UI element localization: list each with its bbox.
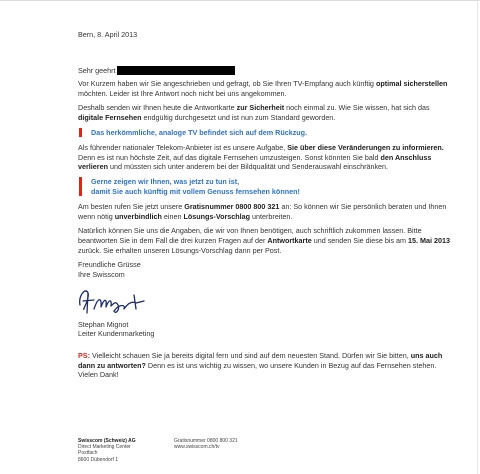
footer-company: Swisscom (Schweiz) AG — [78, 438, 136, 444]
text-run: Als führender nationaler Telekom-Anbieter ist es unsere Aufgabe, — [78, 143, 288, 153]
footer-address — [78, 438, 174, 463]
callout-bar — [79, 128, 82, 138]
text-run: zurück. Sie erhalten unseren Lösungs-Vorschlag dann per Post. — [78, 245, 282, 255]
footer-box: Postfach — [78, 450, 98, 457]
signer — [78, 320, 450, 339]
signature-image — [74, 281, 154, 317]
footer-dept: Direct Marketing Center — [78, 444, 131, 451]
text-run: und senden Sie diese bis am — [311, 235, 409, 245]
text-run: endgültig durchgesetzt und ist nun zum Standard geworden. — [141, 112, 336, 122]
footer-web[interactable]: www.swisscom.ch/tv — [174, 444, 220, 451]
closing — [78, 260, 450, 279]
text-run: Denn es ist uns wichtig zu wissen, wo unsere Kunden in Bezug auf das Fernsehen stehen. Vielen Dank! — [78, 360, 437, 380]
text-run: Deshalb senden wir Ihnen heute die Antwortkarte — [78, 103, 237, 113]
text-run: Denn es ist nun höchste Zeit, auf das digitale Fernsehen umzusteigen. Sonst könnten Sie bald — [78, 152, 381, 162]
signer-title: Leiter Kundenmarketing — [78, 329, 155, 339]
text-run: Am besten rufen Sie jetzt unsere — [78, 202, 185, 212]
text-run: unterbreiten. — [250, 211, 293, 221]
emphasis-text: Antwortkarte — [267, 235, 312, 245]
postscript — [78, 351, 450, 380]
text-run: einen — [161, 211, 184, 221]
salutation — [78, 66, 450, 76]
paragraph-2 — [78, 103, 450, 122]
callout-1 — [78, 128, 450, 138]
text-run: Vor Kurzem haben wir Sie angeschrieben und gefragt, ob Sie Ihren TV-Empfang auch künftig — [78, 79, 376, 89]
emphasis-text: zur Sicherheit — [236, 103, 285, 113]
emphasis-text: 15. Mai 2013 — [408, 235, 450, 245]
emphasis-text: optimal sicherstellen — [375, 79, 448, 89]
salutation-text: Sehr geehrt — [78, 65, 116, 75]
closing-greeting: Freundliche Grüsse — [78, 260, 141, 270]
emphasis-text: uns auch dann zu antworten? — [78, 351, 443, 370]
signer-name: Stephan Mignot — [78, 319, 129, 329]
right-edge — [477, 0, 478, 474]
footer-phone: Gratisnummer 0800 800 321 — [174, 438, 238, 444]
text-run: an: So können wir Sie persönlich beraten und Ihnen wenn nötig — [78, 202, 447, 221]
callout-bar — [79, 177, 82, 196]
emphasis-text: den Anschluss verlieren — [78, 152, 432, 172]
paragraph-5 — [78, 226, 450, 255]
paragraph-3 — [78, 143, 450, 172]
text-run: Natürlich können Sie uns die Angaben, die wir von Ihnen benötigen, auch schriftlich zukommen lassen. Bitte beantworten Sie in dem Fall die drei kurzen Fragen auf der — [78, 226, 422, 245]
footer-contact — [174, 438, 238, 463]
emphasis-text: Gratisnummer 0800 800 321 — [184, 202, 280, 212]
callout-2-line-2: damit Sie auch künftig mit vollem Genuss fernsehen können! — [91, 186, 300, 196]
text-run: Vielleicht schauen Sie ja bereits digital fern und sind auf dem neuesten Stand. Dürfen wir Sie bitten, — [89, 351, 411, 361]
callout-2 — [78, 177, 450, 196]
redacted-name — [117, 66, 235, 75]
text-run: möchten. Leider ist Ihre Antwort noch nicht bei uns angekommen. — [78, 88, 287, 98]
text-run: und müssten sich unter anderem bei der Bildqualität und Senderauswahl einschränken. — [107, 162, 389, 172]
letter-body — [78, 30, 450, 380]
emphasis-text: digitale Fernsehen — [78, 112, 142, 122]
letter-date: Bern, 8. April 2013 — [78, 30, 138, 39]
letter-footer — [78, 438, 398, 463]
top-edge — [0, 0, 480, 1]
footer-city: 8600 Dübendorf 1 — [78, 456, 119, 463]
ps-text — [78, 351, 442, 379]
emphasis-text: unverbindlich — [114, 211, 162, 221]
paragraph-4 — [78, 202, 450, 221]
paragraph-1 — [78, 79, 450, 98]
ps-label: PS: — [78, 351, 90, 361]
callout-2-line-1: Gerne zeigen wir Ihnen, was jetzt zu tun ist, — [91, 176, 240, 186]
emphasis-text: Sie über diese Veränderungen zu informieren. — [287, 143, 444, 153]
callout-1-text: Das herkömmliche, analoge TV befindet sich auf dem Rückzug. — [91, 127, 308, 137]
emphasis-text: Lösungs-Vorschlag — [183, 211, 251, 221]
text-run: noch einmal zu. Wie Sie wissen, hat sich das — [284, 103, 430, 113]
closing-company: Ihre Swisscom — [78, 269, 125, 279]
